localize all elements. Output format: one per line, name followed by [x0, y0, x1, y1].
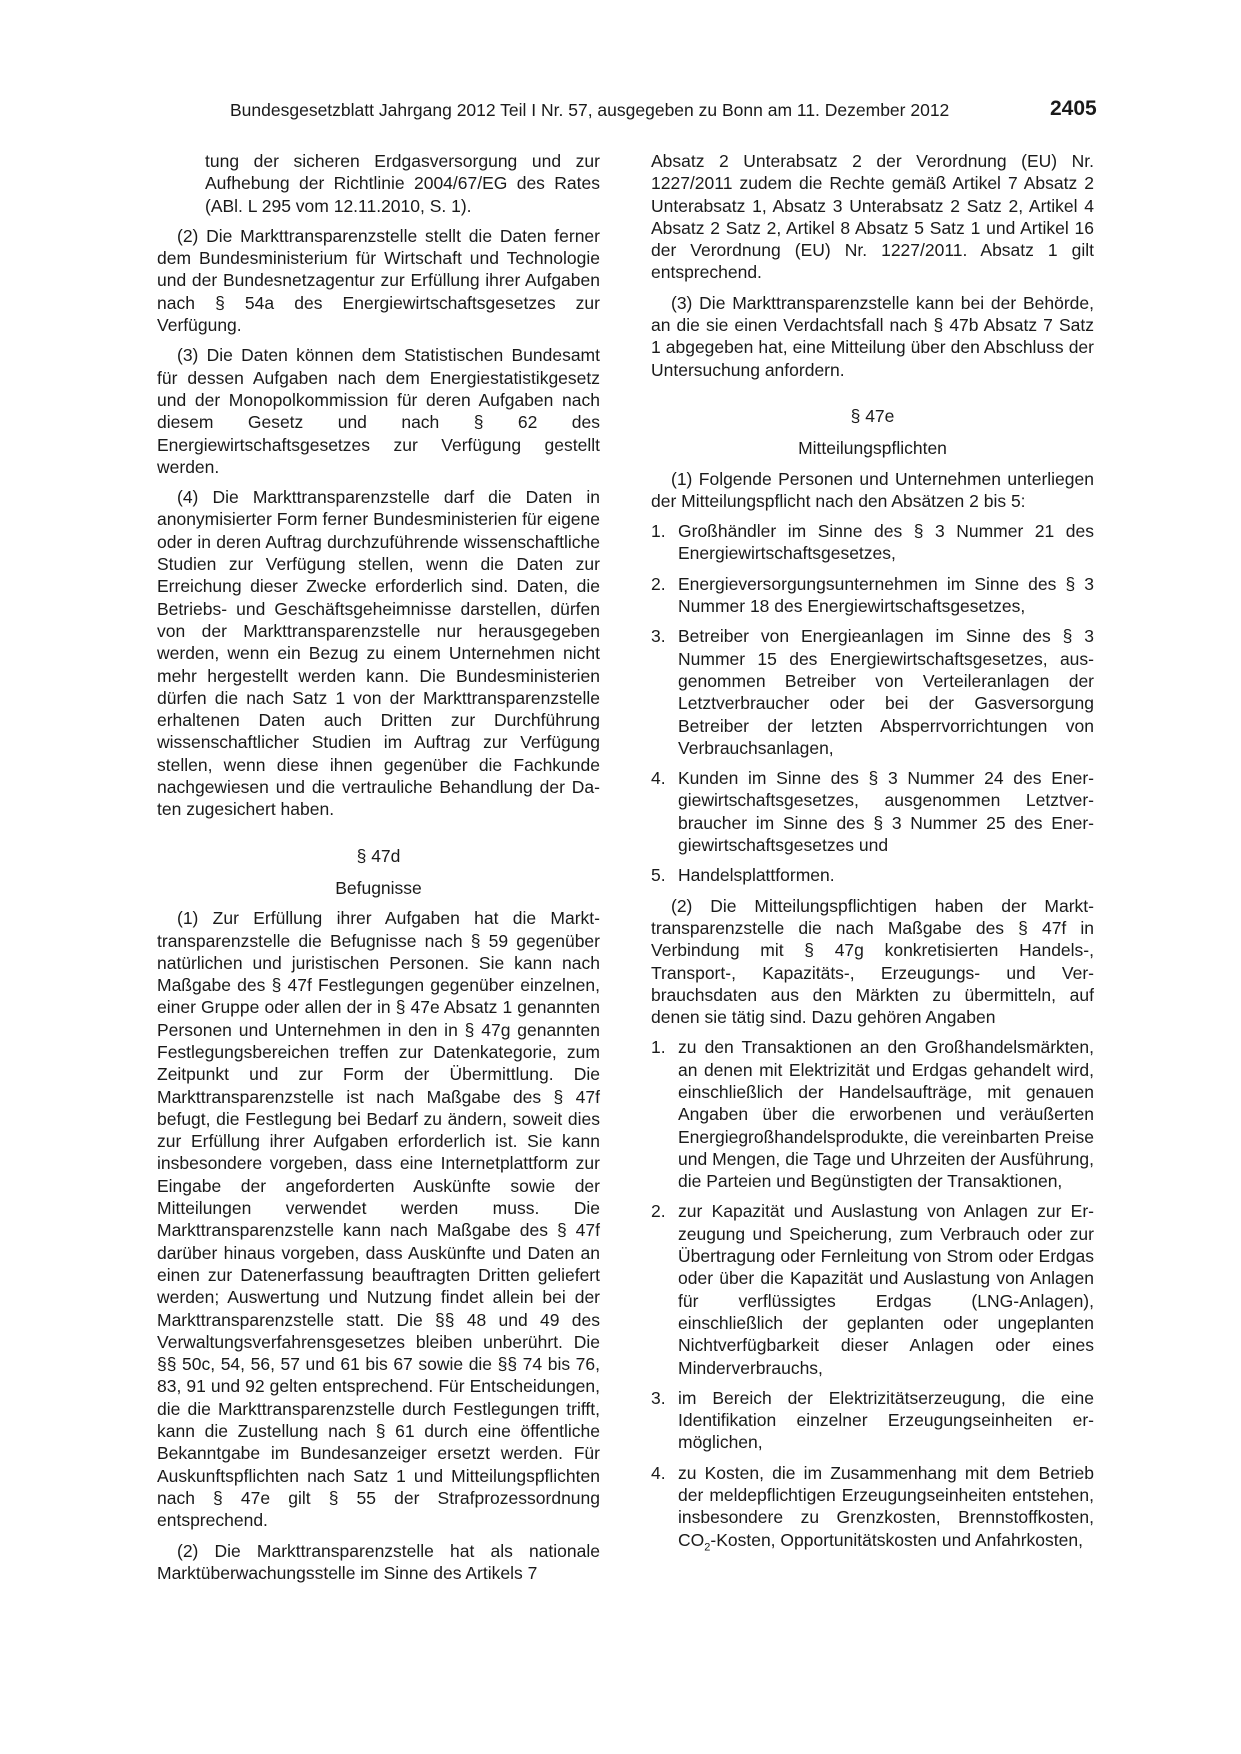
paragraph: (2) Die Markttransparenzstelle stellt die Daten ferner dem Bundesministerium für Wirtschaft und Technologie und der Bundesnetzagentur zur Erfüllung ihrer Aufgaben nach § 54a des Energiewirtschaftsgesetzes zur Verfügung. — [157, 225, 600, 336]
list-item — [651, 1200, 1094, 1378]
list-item — [651, 520, 1094, 565]
paragraph: (1) Folgende Personen und Unternehmen unterliegen der Mitteilungspflicht nach den Absätzen 2 bis 5: — [651, 468, 1094, 511]
page-number: 2405 — [1050, 97, 1097, 120]
list-item — [651, 1387, 1094, 1454]
section-title: Befugnisse — [335, 877, 422, 898]
list-item-number: 4. — [651, 768, 666, 789]
list-item-number: 3. — [651, 1387, 666, 1408]
list-item — [651, 625, 1094, 759]
continuation-text: Absatz 2 Unterabsatz 2 der Verordnung (EU) Nr. 1227/2011 zudem die Rechte gemäß Artikel 7 Absatz 2 Unterabsatz 1, Absatz 3 Unterabsatz 2 Satz 2, Artikel 4 Absatz 2 Satz 2, Artikel 8 Absatz 5 Satz 1 und Artikel 16 der Verordnung (EU) Nr. 1227/2011. Absatz 1 gilt entsprechend. — [651, 151, 1094, 283]
list-item-text: Kunden im Sinne des § 3 Nummer 24 des Energiewirtschaftsgesetzes, ausgenommen Letztverbraucher im Sinne des § 3 Nummer 25 des Energiewirtschaftsgesetzes und — [678, 768, 1094, 856]
list-item-text: im Bereich der Elektrizitätserzeugung, die eine Identifikation einzelner Erzeugungseinheiten ermöglichen, — [678, 1387, 1094, 1453]
list-item-text: Großhändler im Sinne des § 3 Nummer 21 des Energiewirtschaftsgesetzes, — [678, 521, 1094, 564]
left-column — [157, 150, 600, 1592]
list-item-text: Betreiber von Energieanlagen im Sinne des § 3 Nummer 15 des Energiewirtschaftsgesetzes, ausgenommen Betreiber von Verteileranlagen der Letztverbraucher oder bei der Gasversorgung Betreiber der letzten Absperrvorrichtungen von Verbrauchsanlagen, — [678, 626, 1094, 758]
list-item-text: Energieversorgungsunternehmen im Sinne des § 3 Nummer 18 des Energiewirtschaftsgesetzes, — [678, 573, 1094, 617]
list-item-number: 4. — [651, 1462, 666, 1483]
list-item-number: 3. — [651, 626, 666, 647]
section-number: § 47d — [356, 845, 401, 866]
list-item-text: zur Kapazität und Auslastung von Anlagen zur Erzeugung und Speicherung, zum Verbrauch oder zur Übertragung oder Fernleitung von Strom oder Erdgas oder über die Kapazität und Auslastung von Anlagen für verflüssigtes Erdgas (LNG-Anlagen), einschließlich der geplanten oder ungeplanten Nichtverfügbarkeit dieser Anlagen oder eines Minderverbrauchs, — [678, 1201, 1094, 1378]
list-item — [651, 864, 1094, 886]
list-item — [651, 1462, 1094, 1554]
numbered-list — [651, 1036, 1094, 1554]
list-item-text-part: zu Kosten, die im Zusammenhang mit dem Betrieb der meldepflichtigen Erzeugungseinheiten entstehen, insbesondere zu Grenzkosten, Brennstoffkosten, CO — [678, 1462, 1094, 1550]
list-item-number: 2. — [651, 1201, 666, 1222]
continuation-text: tung der sicheren Erdgasversorgung und zur Aufhebung der Richtlinie 2004/67/EG des Rates (ABl. L 295 vom 12.11.2010, S. 1). — [205, 151, 600, 216]
paragraph: (3) Die Daten können dem Statistischen Bundesamt für dessen Aufgaben nach dem Energiestatistikgesetz und der Monopolkommission für deren Aufgaben nach diesem Gesetz und nach § 62 des Energiewirtschaftsgesetzes zur Verfügung gestellt werden. — [157, 345, 600, 477]
numbered-list — [651, 520, 1094, 886]
paragraph: (1) Zur Erfüllung ihrer Aufgaben hat die Markttransparenzstelle die Befugnisse nach § 59 gegenüber natürlichen und juristischen Personen. Sie kann nach Maßgabe des § 47f Festlegungen gegenüber einzelnen, einer Gruppe oder allen der in § 47e Absatz 1 genannten Personen und Unternehmen in den in § 47g genannten Festlegungsbereichen treffen zur Datenkategorie, zum Zeitpunkt und zur Form der Übermittlung. Die Markttransparenzstelle ist nach Maßgabe des § 47f befugt, die Festlegung bei Bedarf zu ändern, soweit dies zur Erfüllung ihrer Aufgaben erforderlich ist. Sie kann insbesondere vorgeben, dass eine Internetplattform zur Eingabe der angeforderten Auskünfte sowie der Mitteilungen verwendet werden muss. Die Markttransparenzstelle kann nach Maßgabe des § 47f darüber hinaus vorgeben, dass Auskünfte und Daten an einen zur Datenerfassung beauftragten Dritten geliefert werden; Auswertung und Nutzung findet allein bei der Markttransparenzstelle statt. Die §§ 48 und 49 des Verwaltungsverfahrensgesetzes bleiben unberührt. Die §§ 50c, 54, 56, 57 und 61 bis 67 sowie die §§ 74 bis 76, 83, 91 und 92 gelten entsprechend. Für Entscheidungen, die die Markttransparenzstelle durch Festlegungen trifft, kann die Zustellung nach § 61 durch eine öffentliche Bekanntgabe im Bundesanzeiger ersetzt werden. Für Auskunftspflichten nach Satz 1 und Mitteilungspflichten nach § 47e gilt § 55 der Strafprozessordnung entsprechend. — [157, 908, 600, 1531]
list-item-text — [678, 1462, 1094, 1554]
section-number: § 47e — [850, 405, 895, 426]
list-item-number: 1. — [651, 1037, 666, 1058]
paragraph: (4) Die Markttransparenzstelle darf die Daten in anonymisierter Form ferner Bundesministerien für eigene oder in deren Auftrag durchzuführende wissenschaftliche Studien zur Verfügung stellen, wenn die Daten zur Erreichung dieser Zwecke erforderlich sind. Daten, die Betriebs- und Geschäftsgeheimnisse darstellen, dürfen von der Markttransparenzstelle nur herausgegeben werden, wenn ein Bezug zu einem Unternehmen nicht mehr hergestellt werden kann. Die Bundesministerien dürfen die nach Satz 1 von der Markttransparenzstelle erhaltenen Daten auch Dritten zur Durchführung wissenschaftlicher Studien im Auftrag zur Verfügung stellen, wenn diese ihnen gegenüber die Fachkunde nachgewiesen und die vertrauliche Behandlung der Daten zugesichert haben. — [157, 487, 600, 820]
list-item-number: 5. — [651, 865, 666, 886]
list-item-text-part: -Kosten, Opportunitätskosten und Anfahrkosten, — [710, 1529, 1083, 1550]
paragraph: (2) Die Markttransparenzstelle hat als nationale Marktüberwachungsstelle im Sinne des Artikels 7 — [157, 1540, 600, 1583]
list-item-number: 2. — [651, 573, 666, 594]
right-column — [651, 150, 1094, 1559]
paragraph: (3) Die Markttransparenzstelle kann bei der Behörde, an die sie einen Verdachtsfall nach § 47b Absatz 7 Satz 1 abgegeben hat, eine Mitteilung über den Abschluss der Untersuchung anfordern. — [651, 292, 1094, 380]
paragraph: (2) Die Mitteilungspflichtigen haben der Markttransparenzstelle die nach Maßgabe des § 47f in Verbindung mit § 47g konkretisierten Handels-, Transport-, Kapazitäts-, Erzeugungs- und Verbrauchsdaten aus den Märkten zu übermitteln, auf denen sie tätig sind. Dazu gehören Angaben — [651, 895, 1094, 1028]
header-title: Bundesgesetzblatt Jahrgang 2012 Teil I Nr. 57, ausgegeben zu Bonn am 11. Dezember 2012 — [230, 100, 950, 120]
list-item — [651, 767, 1094, 856]
list-item-text: zu den Transaktionen an den Großhandelsmärkten, an denen mit Elektrizität und Erdgas gehandelt wird, einschließlich der Handelsaufträge, mit genauen Angaben über die erworbenen und veräußerten Energiegroßhandelsprodukte, die vereinbarten Preise und Mengen, die Tage und Uhrzeiten der Ausführung, die Parteien und Begünstigten der Transaktionen, — [678, 1037, 1094, 1192]
list-item-number: 1. — [651, 521, 666, 542]
list-item — [651, 1036, 1094, 1192]
subscript-digit: 2 — [704, 1541, 711, 1554]
section-title: Mitteilungspflichten — [798, 438, 947, 459]
list-item-text: Handelsplattformen. — [678, 865, 835, 886]
list-item — [651, 573, 1094, 618]
